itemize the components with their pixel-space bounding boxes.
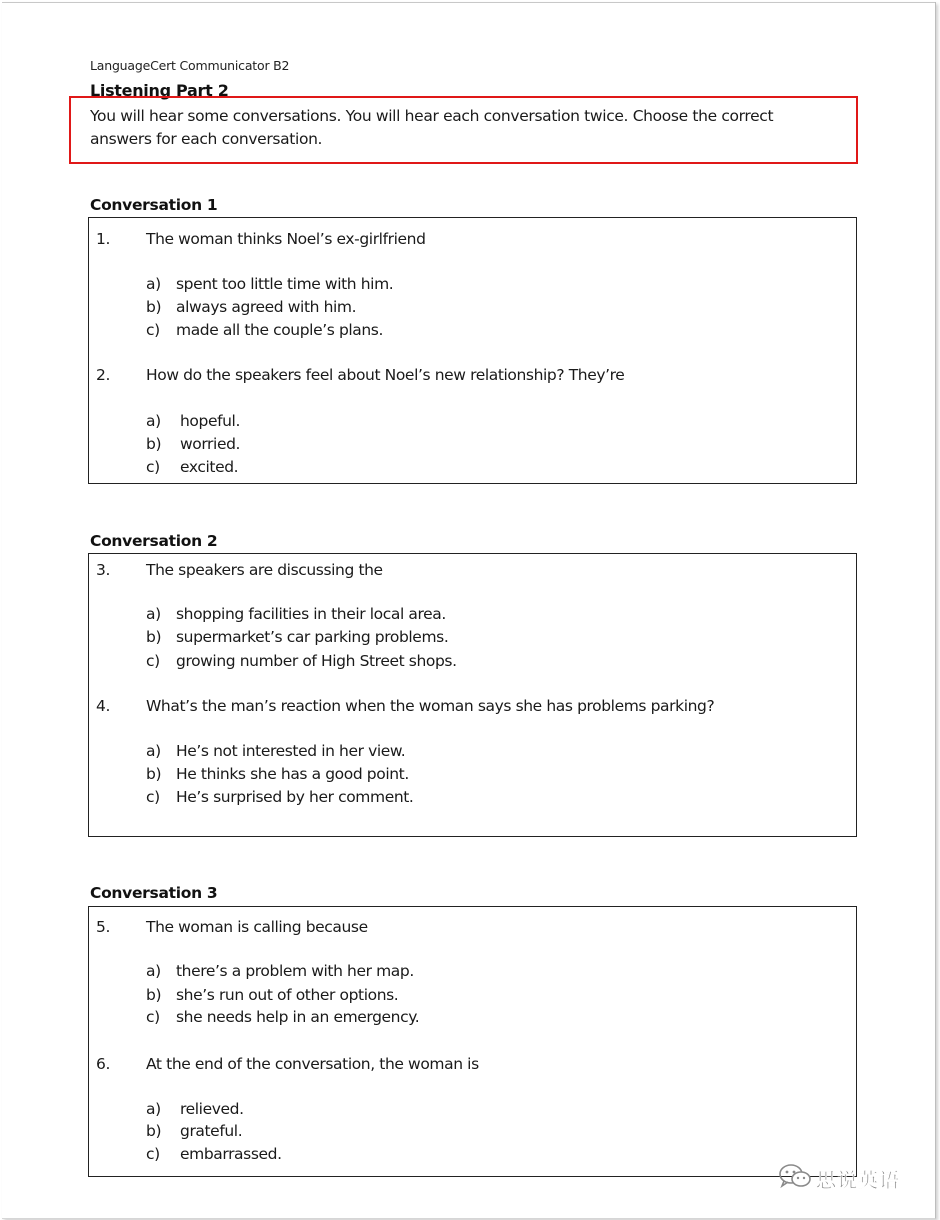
question-text: How do the speakers feel about Noel’s new relationship? They’re — [146, 366, 625, 384]
watermark-text: 思说英语 — [816, 1167, 900, 1192]
question-number: 3. — [96, 561, 110, 579]
option-text: made all the couple’s plans. — [176, 321, 384, 339]
instructions-line-1: You will hear some conversations. You will hear each conversation twice. Choose the correct — [90, 107, 774, 125]
question-text: What’s the man’s reaction when the woman says she has problems parking? — [146, 697, 715, 715]
option-text: relieved. — [180, 1100, 244, 1118]
conversation-1-title: Conversation 1 — [90, 196, 218, 214]
option-text: growing number of High Street shops. — [176, 652, 457, 670]
part-title: Listening Part 2 — [90, 81, 229, 100]
option-letter: a) — [146, 1100, 161, 1118]
option-letter: b) — [146, 765, 162, 783]
question-text: The woman is calling because — [146, 918, 368, 936]
question-number: 5. — [96, 918, 110, 936]
option-letter: a) — [146, 275, 161, 293]
question-text: At the end of the conversation, the woman is — [146, 1055, 479, 1073]
question-text: The woman thinks Noel’s ex-girlfriend — [146, 230, 426, 248]
option-text: He thinks she has a good point. — [176, 765, 409, 783]
option-letter: a) — [146, 962, 161, 980]
question-number: 6. — [96, 1055, 110, 1073]
option-text: worried. — [180, 435, 241, 453]
option-text: always agreed with him. — [176, 298, 357, 316]
option-letter: a) — [146, 412, 161, 430]
wechat-icon — [778, 1163, 812, 1193]
option-letter: c) — [146, 652, 160, 670]
conversation-2-box — [88, 553, 857, 837]
instructions-line-2: answers for each conversation. — [90, 130, 323, 148]
option-text: shopping facilities in their local area. — [176, 605, 446, 623]
watermark — [778, 1163, 900, 1193]
option-text: there’s a problem with her map. — [176, 962, 414, 980]
question-number: 2. — [96, 366, 110, 384]
option-text: supermarket’s car parking problems. — [176, 628, 449, 646]
conversation-1-box — [88, 217, 857, 484]
instructions-text — [90, 105, 830, 151]
option-text: grateful. — [180, 1122, 243, 1140]
option-text: embarrassed. — [180, 1145, 282, 1163]
conversation-2-title: Conversation 2 — [90, 532, 218, 550]
option-text: hopeful. — [180, 412, 240, 430]
option-letter: c) — [146, 788, 160, 806]
conversation-3-title: Conversation 3 — [90, 884, 218, 902]
question-text: The speakers are discussing the — [146, 561, 383, 579]
option-letter: b) — [146, 628, 162, 646]
option-letter: c) — [146, 458, 160, 476]
question-number: 1. — [96, 230, 110, 248]
option-text: excited. — [180, 458, 239, 476]
question-number: 4. — [96, 697, 110, 715]
conversation-3-box — [88, 906, 857, 1177]
option-letter: a) — [146, 742, 161, 760]
page-top-border — [2, 2, 935, 3]
option-letter: c) — [146, 1145, 160, 1163]
document-page — [2, 2, 936, 1219]
document-header: LanguageCert Communicator B2 — [90, 58, 290, 73]
option-text: spent too little time with him. — [176, 275, 394, 293]
option-letter: b) — [146, 1122, 162, 1140]
option-text: He’s surprised by her comment. — [176, 788, 414, 806]
option-letter: b) — [146, 435, 162, 453]
option-letter: c) — [146, 321, 160, 339]
option-letter: c) — [146, 1008, 160, 1026]
option-letter: a) — [146, 605, 161, 623]
option-letter: b) — [146, 298, 162, 316]
option-text: she needs help in an emergency. — [176, 1008, 420, 1026]
option-text: she’s run out of other options. — [176, 986, 399, 1004]
option-letter: b) — [146, 986, 162, 1004]
option-text: He’s not interested in her view. — [176, 742, 406, 760]
